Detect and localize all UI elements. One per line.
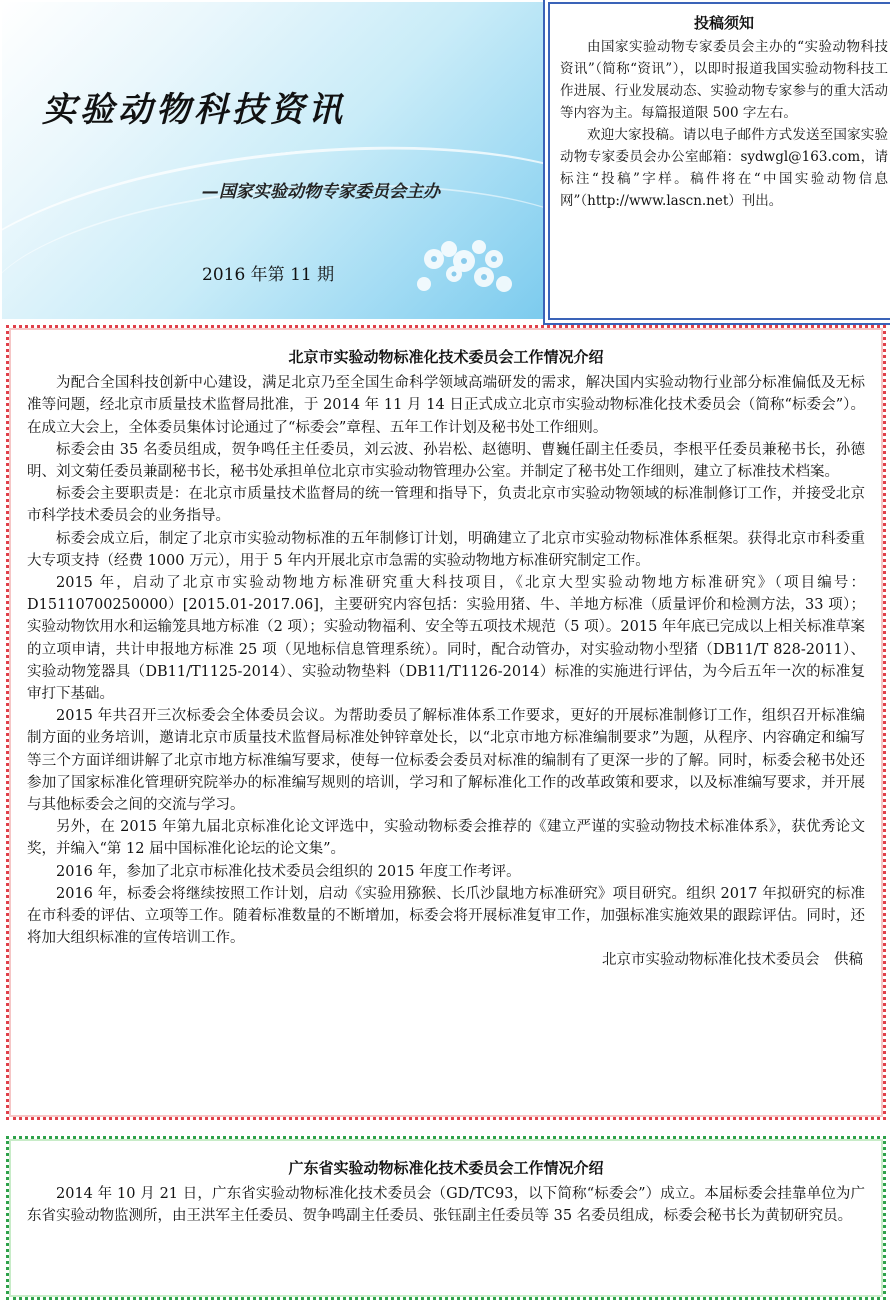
notice-heading: 投稿须知 [693, 14, 754, 32]
article-paragraph: 标委会由 35 名委员组成，贺争鸣任主任委员，刘云波、孙岩松、赵德明、曹巍任副主任委员，李根平任委员兼秘书长，孙德明、刘文菊任委员兼副秘书长，秘书处承担单位北京市实验动物管理办公室。并制定了秘书处工作细则，建立了标准技术档案。 [27, 441, 865, 481]
flower-decoration-icon [394, 199, 524, 309]
article-paragraph: 2016 年，参加了北京市标准化技术委员会组织的 2015 年度工作考评。 [56, 863, 521, 880]
article-signature: 北京市实验动物标准化技术委员会 供稿 [602, 952, 863, 969]
article-paragraph: 2015 年，启动了北京市实验动物地方标准研究重大科技项目，《北京大型实验动物地方标准研究》（项目编号：D15110700250000）[2015.01-2017.06]，主要研究内容包括：实验用猪、牛、羊地方标准（质量评价和检测方法，33 项）；实验动物饮用水和运输笼具地方标准（2 项）；实验动物福利、安全等五项技术规范（5 项）。2015 年年底已完成以上相关标准草案的立项申请，共计申报地方标准 25 项（见地标信息管理系统）。同时，配合动管办，对实验动物小型猪（DB11/T 828-2011）、实验动物笼器具（DB11/T1125-2014）、实验动物垫料（DB11/T1126-2014）标准的实施进行评估，为今后五年一次的标准复审打下基础。 [27, 575, 865, 703]
article-paragraph: 为配合全国科技创新中心建设，满足北京乃至全国生命科学领域高端研发的需求，解决国内实验动物行业部分标准偏低及无标准等问题，经北京市质量技术监督局批准，于 2014 年 11 月 14 日正式成立北京市实验动物标准化技术委员会（简称“标委会”）。在成立大会上，全体委员集体讨论通过了“标委会”章程、五年工作计划及秘书处工作细则。 [27, 375, 865, 436]
article-paragraph: 2014 年 10 月 21 日，广东省实验动物标准化技术委员会（GD/TC93，以下简称“标委会”）成立。本届标委会挂靠单位为广东省实验动物监测所，由王洪军主任委员、贺争鸣副主任委员、张钰副主任委员等 35 名委员组成，标委会秘书长为黄韧研究员。 [27, 1186, 865, 1225]
notice-paragraph: 由国家实验动物专家委员会主办的“实验动物科技资讯”（简称“资讯”），以即时报道我国实验动物科技工作进展、行业发展动态、实验动物专家参与的重大活动等内容为主。每篇报道限 500 字左右。 [560, 39, 888, 121]
submission-notice-box [548, 2, 890, 320]
article-paragraph: 标委会主要职责是：在北京市质量技术监督局的统一管理和指导下，负责北京市实验动物领域的标准制修订工作，并接受北京市科学技术委员会的业务指导。 [27, 486, 865, 525]
article-paragraph: 2016 年，标委会将继续按照工作计划，启动《实验用猕猴、长爪沙鼠地方标准研究》项目研究。组织 2017 年拟研究的标准在市科委的评估、立项等工作。随着标准数量的不断增加，标委会将开展标准复审工作，加强标准实施效果的跟踪评估。同时，还将加大组织标准的宣传培训工作。 [27, 885, 865, 947]
issue-number: 2016 年第 11 期 [202, 265, 335, 285]
article-paragraph: 另外，在 2015 年第九届北京标准化论文评选中，实验动物标委会推荐的《建立严谨的实验动物技术标准体系》，获优秀论文奖，并编入“第 12 届中国标准化论坛的论文集”。 [27, 819, 865, 858]
article-beijing [6, 325, 886, 1120]
article-paragraph: 2015 年共召开三次标委会全体委员会议。为帮助委员了解标准体系工作要求，更好的开展标准制修订工作，组织召开标准编制方面的业务培训，邀请北京市质量技术监督局标准处钟锌章处长，以“北京市地方标准编制要求”为题，从程序、内容确定和编写等三个方面详细讲解了北京市地方标准编写要求，使每一位标委会委员对标准的编制有了更深一步的了解。同时，标委会秘书处还参加了国家标准化管理研究院举办的标准编写规则的培训，学习和了解标准化工作的改革政策和要求，以及标准编写要求，并开展与其他标委会之间的交流与学习。 [27, 708, 865, 814]
article-heading: 广东省实验动物标准化技术委员会工作情况介绍 [288, 1159, 604, 1177]
article-paragraph: 标委会成立后，制定了北京市实验动物标准的五年制修订计划，明确建立了北京市实验动物标准体系框架。获得北京市科委重大专项支持（经费 1000 万元），用于 5 年内开展北京市急需的实验动物地方标准研究制定工作。 [27, 530, 865, 569]
notice-paragraph: 欢迎大家投稿。请以电子邮件方式发送至国家实验动物专家委员会办公室邮箱：sydwgl@163.com，请标注“投稿”字样。稿件将在“中国实验动物信息网”（http://www.lascn.net）刊出。 [560, 127, 888, 209]
newsletter-title: 实验动物科技资讯 [42, 90, 346, 130]
header-banner [2, 2, 544, 319]
newsletter-subtitle: —国家实验动物专家委员会主办 [202, 182, 440, 202]
article-guangdong [6, 1136, 886, 1300]
article-heading: 北京市实验动物标准化技术委员会工作情况介绍 [288, 348, 604, 366]
